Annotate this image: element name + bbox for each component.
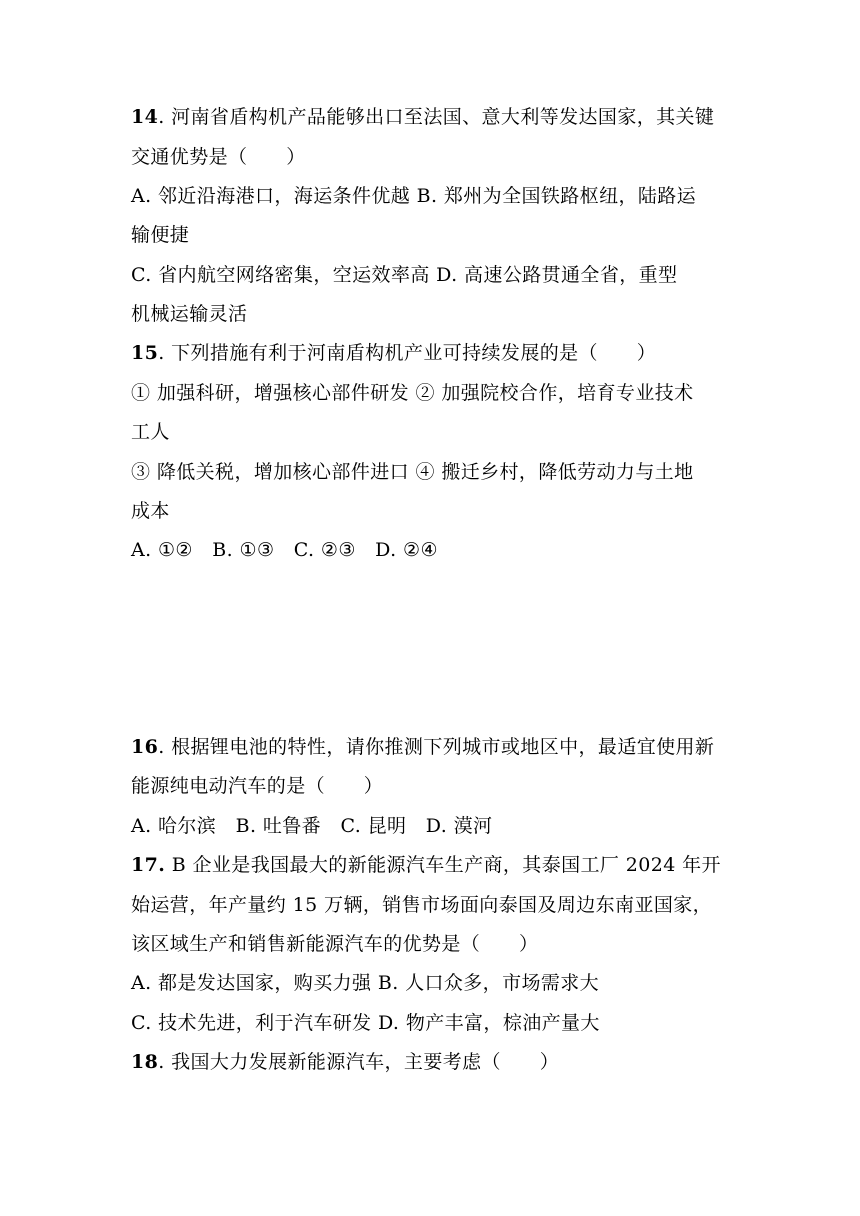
- q16-number: 16: [131, 736, 159, 758]
- q18-stem-line-1: [131, 1049, 559, 1075]
- q14-stem-line-2: 交通优势是（ ）: [131, 146, 306, 168]
- q17-stem-line-1: [131, 852, 721, 878]
- q15-items-line-1: ① 加强科研，增强核心部件研发 ② 加强院校合作，培育专业技术: [131, 382, 694, 404]
- q15-stem-text-1: . 下列措施有利于河南盾构机产业可持续发展的是（ ）: [158, 342, 657, 364]
- q16-stem-text-1: . 根据锂电池的特性，请你推测下列城市或地区中，最适宜使用新: [158, 736, 715, 758]
- q14-options-line-3: C. 省内航空网络密集，空运效率高 D. 高速公路贯通全省，重型: [131, 264, 678, 286]
- q17-options-line-2: C. 技术先进，利于汽车研发 D. 物产丰富，棕油产量大: [131, 1012, 600, 1034]
- q14-stem-line-1: [131, 104, 714, 130]
- q15-options-line-1: A. ①② B. ①③ C. ②③ D. ②④: [131, 539, 438, 561]
- q14-options-line-2: 输便捷: [131, 224, 190, 246]
- q17-stem-line-3: 该区域生产和销售新能源汽车的优势是（ ）: [131, 933, 539, 955]
- q14-number: 14: [131, 106, 159, 128]
- q15-stem-line-1: [131, 340, 656, 366]
- q18-stem-text-1: . 我国大力发展新能源汽车，主要考虑（ ）: [158, 1051, 560, 1073]
- q17-stem-line-2: 始运营，年产量约 15 万辆，销售市场面向泰国及周边东南亚国家，: [131, 894, 713, 916]
- q17-stem-text-1: B 企业是我国最大的新能源汽车生产商，其泰国工厂 2024 年开: [165, 854, 721, 876]
- q17-number: 17.: [131, 854, 166, 876]
- q15-items-line-3: ③ 降低关税，增加核心部件进口 ④ 搬迁乡村，降低劳动力与土地: [131, 461, 694, 483]
- q15-items-line-2: 工人: [131, 421, 170, 443]
- q14-stem-text-1: . 河南省盾构机产品能够出口至法国、意大利等发达国家，其关键: [158, 106, 715, 128]
- q17-options-line-1: A. 都是发达国家，购买力强 B. 人口众多，市场需求大: [131, 972, 600, 994]
- q14-options-line-1: A. 邻近沿海港口，海运条件优越 B. 郑州为全国铁路枢纽，陆路运: [131, 185, 697, 207]
- q15-number: 15: [131, 342, 159, 364]
- q16-options-line-1: A. 哈尔滨 B. 吐鲁番 C. 昆明 D. 漠河: [131, 815, 493, 837]
- q14-options-line-4: 机械运输灵活: [131, 303, 248, 325]
- q15-items-line-4: 成本: [131, 500, 170, 522]
- q16-stem-line-1: [131, 734, 714, 760]
- q16-stem-line-2: 能源纯电动汽车的是（ ）: [131, 775, 384, 797]
- q18-number: 18: [131, 1051, 159, 1073]
